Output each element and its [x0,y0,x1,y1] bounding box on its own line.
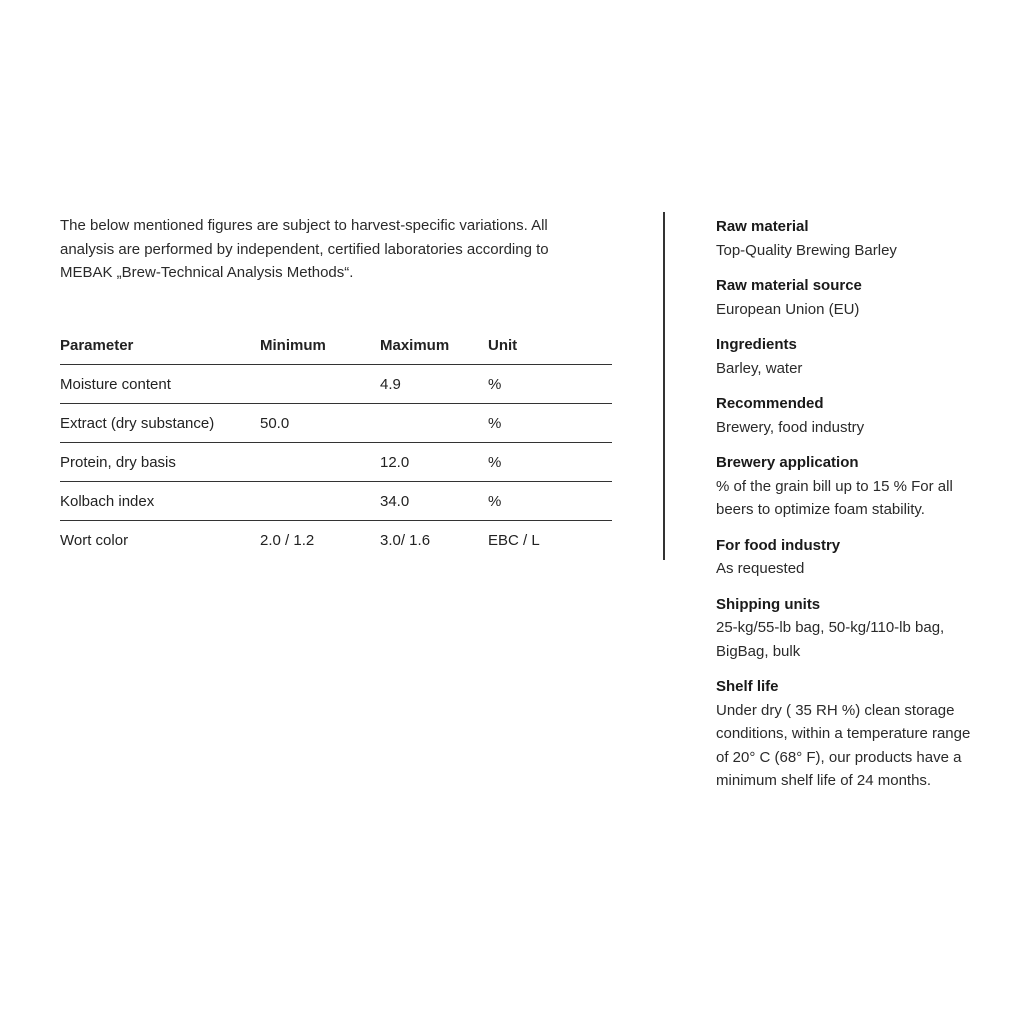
header-unit: Unit [488,326,612,365]
info-value: 25-kg/55-lb bag, 50-kg/110-lb bag, BigBag, bulk [716,619,945,660]
info-value: Brewery, food industry [716,418,865,436]
cell-parameter: Moisture content [60,365,260,404]
cell-maximum: 34.0 [380,482,488,521]
cell-minimum: 50.0 [260,404,380,443]
info-brewery-application [716,451,976,522]
info-value: European Union (EU) [716,300,860,318]
cell-parameter: Kolbach index [60,482,260,521]
vertical-divider [663,212,665,560]
info-label: Ingredients [716,336,797,353]
info-label: Shipping units [716,595,821,613]
info-raw-material [716,215,976,262]
info-label: Raw material [716,218,809,235]
intro-paragraph: The below mentioned figures are subject to harvest-specific variations. All analysis are performed by independent, certified laboratories according to MEBAK „Brew-Technical Analysis Methods“. [60,217,549,281]
info-label: Brewery application [716,454,859,471]
info-label: Recommended [716,395,824,412]
cell-maximum [380,404,488,443]
cell-minimum: 2.0 / 1.2 [260,531,315,549]
header-parameter: Parameter [60,326,260,365]
cell-unit: % [488,404,612,443]
info-value: % of the grain bill up to 15 % For all beers to optimize foam stability. [716,477,953,518]
product-info-panel [716,215,976,805]
cell-maximum: 12.0 [380,443,488,482]
info-shelf-life [716,675,976,793]
cell-minimum [260,365,380,404]
cell-unit: % [488,482,612,521]
info-ingredients [716,333,976,380]
info-label: Shelf life [716,678,779,695]
header-minimum: Minimum [260,326,380,365]
info-value: Under dry ( 35 RH %) clean storage conditions, within a temperature range of 20° C (68° F), our products have a minimum shelf life of 24 months. [716,701,971,789]
cell-maximum: 3.0/ 1.6 [380,531,431,549]
cell-parameter: Extract (dry substance) [60,404,260,443]
header-maximum: Maximum [380,326,488,365]
cell-unit: % [488,443,612,482]
info-raw-material-source [716,274,976,321]
cell-minimum [260,482,380,521]
table-row [60,482,612,521]
cell-unit: % [488,365,612,404]
table-row [60,443,612,482]
info-value: Top-Quality Brewing Barley [716,241,897,259]
info-shipping-units [716,593,976,664]
info-value: As requested [716,560,805,577]
table-row [60,404,612,443]
info-food-industry [716,534,976,581]
info-recommended [716,392,976,439]
cell-parameter: Protein, dry basis [60,443,260,482]
info-label: Raw material source [716,277,862,294]
table-row [60,521,612,560]
specification-table [60,326,612,559]
table-header-row [60,326,612,365]
info-label: For food industry [716,536,841,554]
cell-minimum [260,443,380,482]
info-value: Barley, water [716,359,803,377]
table-row [60,365,612,404]
cell-parameter: Wort color [60,531,129,549]
cell-unit: EBC / L [488,531,540,549]
cell-maximum: 4.9 [380,365,488,404]
